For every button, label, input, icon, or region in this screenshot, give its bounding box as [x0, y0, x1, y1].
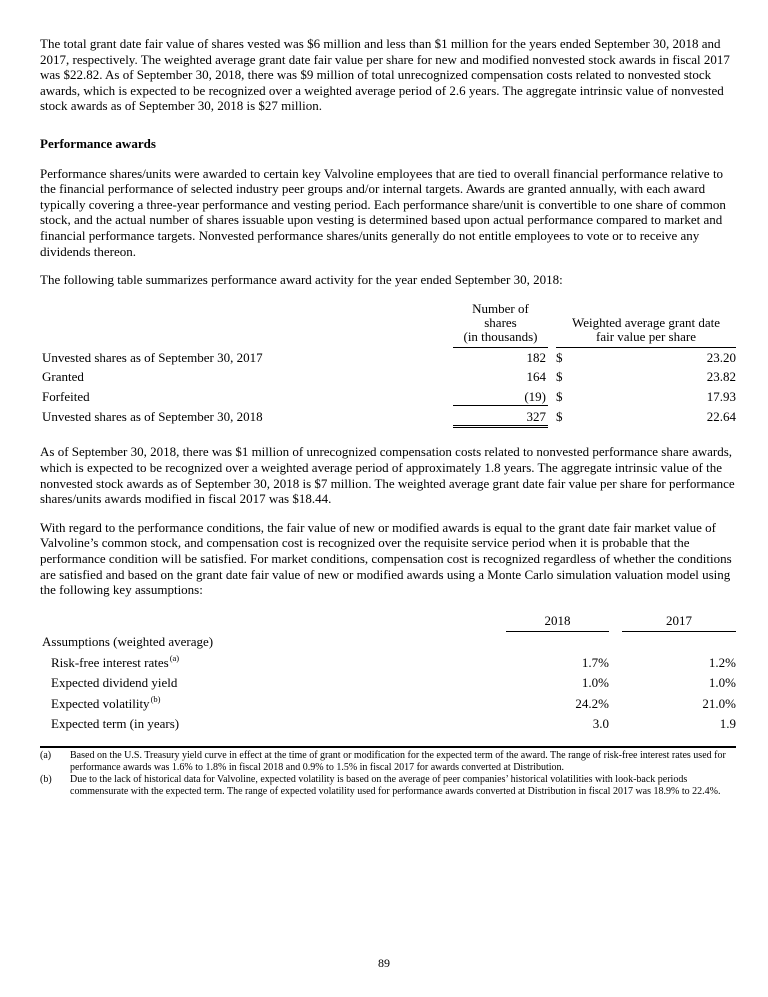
row-label: Forfeited	[42, 389, 90, 405]
dollar-sign: $	[556, 369, 563, 385]
award-table-header-row	[42, 302, 736, 348]
row-label	[42, 675, 506, 691]
fair-value-cell	[556, 387, 736, 405]
fair-value-cell	[556, 367, 736, 385]
value-2017: 1.9	[719, 716, 736, 732]
assumptions-section-label-row	[42, 634, 736, 655]
assumptions-header-row	[42, 614, 736, 632]
table-row-forfeited	[42, 387, 736, 407]
row-label	[42, 716, 506, 732]
heading-performance-awards: Performance awards	[40, 135, 156, 151]
footnote-marker: (a)	[40, 749, 52, 761]
row-label-text: Expected term (in years)	[51, 716, 180, 732]
column-header-2017: 2017	[622, 614, 736, 632]
row-label: Granted	[42, 369, 84, 385]
table-row-unvested-2017	[42, 348, 736, 368]
footnote-text: Due to the lack of historical data for Valvoline, expected volatility is based on the average of peer companies’ historical volatilities with look-back periods commensurate with the expected term. The range of expected volatility used for performance awards converted at Distribution in fiscal 2017 was 18.9% to 22.4%.	[70, 773, 721, 797]
assumptions-section-label: Assumptions (weighted average)	[42, 633, 214, 649]
column-header-line: (in thousands)	[463, 328, 538, 344]
value-2017: 21.0%	[702, 695, 736, 711]
fair-value-cell	[556, 407, 736, 425]
row-label-text: Risk-free interest rates	[51, 654, 169, 670]
performance-award-activity-table	[42, 302, 736, 427]
column-header-line: shares	[484, 314, 517, 330]
table-row-unvested-2018	[42, 407, 736, 427]
value-2018: 24.2%	[575, 695, 609, 711]
footnote-marker: (b)	[40, 773, 52, 785]
table-row-granted	[42, 367, 736, 387]
footnote-b	[40, 774, 736, 798]
paragraph-performance-conditions: With regard to the performance conditions, the fair value of new or modified awards is equal to the grant date fair market value of Valvoline’s common stock, and compensation cost is recognized over the requisite service period when it is probable that the performance condition will be satisfied. For market conditions, compensation cost is recognized regardless of whether the conditions are satisfied and based on the grant date fair value of new or modified awards using a Monte Carlo simulation valuation model using the following key assumptions:	[40, 519, 732, 598]
shares-value: 182	[526, 349, 546, 365]
footnote-text: Based on the U.S. Treasury yield curve in effect at the time of grant or modification for the expected term of the award. The range of risk-free interest rates used for performance awards was 1.6% to 1.8% in fiscal 2018 and 0.9% to 1.5% in fiscal 2017 for awards converted at Distribution.	[70, 749, 726, 773]
value-2018: 3.0	[592, 716, 609, 732]
value-2018: 1.0%	[581, 675, 609, 691]
shares-value: 327	[453, 407, 548, 428]
row-label	[42, 696, 506, 712]
fair-value: 22.64	[706, 408, 736, 424]
fair-value: 23.82	[706, 369, 736, 385]
assumption-row-volatility	[42, 696, 736, 717]
paragraph-award-table-intro: The following table summarizes performance award activity for the year ended September 30, 2018:	[40, 272, 563, 288]
paragraph-performance-awards-description: Performance shares/units were awarded to certain key Valvoline employees that are tied to overall financial performance relative to the financial performance of selected industry peer groups and/or internal targets. Awards are granted annually, with each award typically covering a three-year performance and vesting period. Each performance share/unit is convertible to one share of common stock, and the actual number of shares issuable upon vesting is determined based upon actual performance compared to market and financial performance targets. Nonvested performance shares/units generally do not entitle employees to vote or to receive any dividends thereon.	[40, 165, 726, 259]
page-number: 89	[378, 956, 390, 970]
column-header-line: fair value per share	[596, 328, 696, 344]
value-2017: 1.0%	[708, 675, 736, 691]
shares-value: (19)	[453, 387, 548, 406]
row-label	[42, 655, 506, 671]
footnote-ref-a: (a)	[169, 653, 180, 664]
fair-value-cell	[556, 348, 736, 366]
column-header-line: Number of	[472, 300, 529, 316]
column-header-number-of-shares	[453, 302, 548, 348]
paragraph-grant-date-fair-value: The total grant date fair value of shares vested was $6 million and less than $1 million for the years ended September 30, 2018 and 2017, respectively. The weighted average grant date fair value per share for new and modified nonvested stock awards in fiscal 2017 was $22.82. As of September 30, 2018, there was $9 million of total unrecognized compensation costs related to nonvested stock awards, which is expected to be recognized over a weighted average period of 2.6 years. The aggregate intrinsic value of nonvested stock awards as of September 30, 2018 is $27 million.	[40, 36, 730, 114]
paragraph-unrecognized-costs: As of September 30, 2018, there was $1 million of unrecognized compensation costs related to nonvested performance share awards, which is expected to be recognized over a weighted average period of approximately 1.8 years. The aggregate intrinsic value of the nonvested stock awards as of September 30, 2018 is $7 million. The weighted average grant date fair value per share for performance shares/units awards modified in fiscal 2017 was $18.44.	[40, 444, 735, 507]
assumption-row-expected-term	[42, 716, 736, 737]
assumptions-table	[42, 614, 736, 737]
dollar-sign: $	[556, 389, 563, 405]
fair-value: 17.93	[706, 389, 736, 405]
column-header-line: Weighted average grant date	[571, 314, 720, 330]
row-label: Unvested shares as of September 30, 2018	[42, 408, 263, 424]
shares-value: 164	[526, 369, 546, 385]
row-label: Unvested shares as of September 30, 2017	[42, 349, 263, 365]
dollar-sign: $	[556, 408, 563, 424]
assumption-row-dividend-yield	[42, 675, 736, 696]
footnotes-section	[40, 748, 736, 798]
row-label-text: Expected dividend yield	[51, 675, 178, 691]
column-header-weighted-average-fair-value	[556, 316, 736, 348]
dollar-sign: $	[556, 349, 563, 365]
fair-value: 23.20	[706, 349, 736, 365]
row-label-text: Expected volatility	[51, 695, 150, 711]
footnote-ref-b: (b)	[150, 694, 161, 705]
assumption-row-risk-free-rate	[42, 655, 736, 676]
footnote-a	[40, 750, 736, 774]
value-2018: 1.7%	[581, 654, 609, 670]
column-header-2018: 2018	[506, 614, 609, 632]
value-2017: 1.2%	[708, 654, 736, 670]
